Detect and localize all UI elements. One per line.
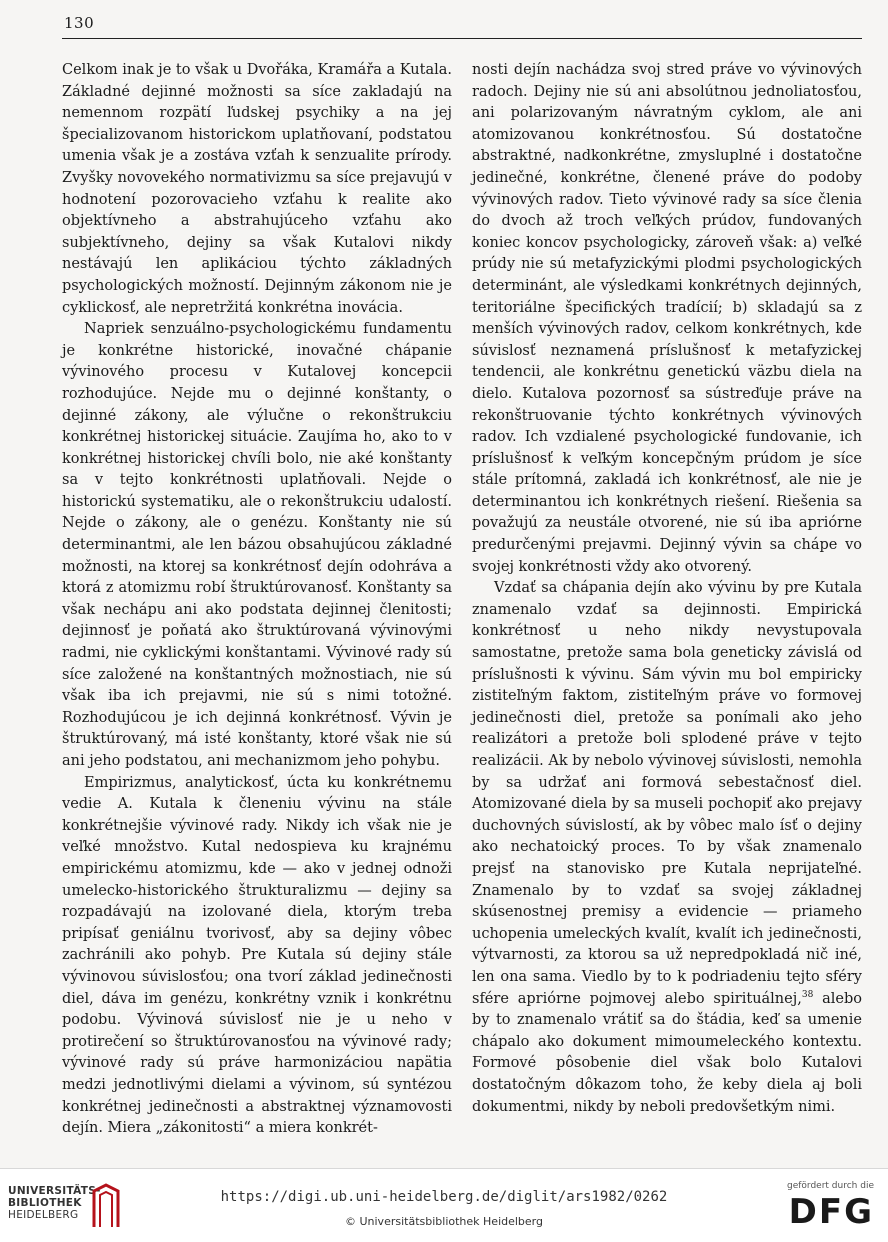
funding-note: gefördert durch die bbox=[787, 1181, 874, 1191]
paragraph: Empirizmus, analytickosť, úcta ku konkrétnemu vedie A. Kutala k členeniu vývinu na stále konkrétnejšie vývinové rady. Nikdy ich však nie je veľké množstvo. Kutal nedospieva ku krajnému empirickému atomizmu, kde — ako v jednej odnoži umelecko-historického štrukturalizmu — dejiny sa rozpadávajú na izolované diela, ktorým treba pripísať geniálnu tvorivosť, aby sa dejiny vôbec zachránili ako pohyb. Pre Kutala sú dejiny stále vývinovou súvislosťou; ona tvorí základ jedinečnosti diel, dáva im genézu, konkrétny vznik i konkrétnu podobu. Vývinová súvislosť nie je u neho v protirečení so štruktúrovanosťou na vývinové rady; vývinové rady sú práve harmonizáciou napätia medzi jednotlivými dielami a vývinom, sú syntézou konkrétnej jedinečnosti a abstraktnej významovosti dejín. Miera „zákonitosti“ a miera konkrét- bbox=[62, 774, 452, 1137]
paragraph-continuation: alebo by to znamenalo vrátiť sa do štádia, keď sa umenie chápalo ako dokument mimoumeleckého kontextu. Formové pôsobenie diel však bolo Kutalovi dostatočným dôkazom toho, že keby diela aj boli dokumentmi, nikdy by neboli predovšetkým nimi. bbox=[472, 990, 863, 1115]
paragraph bbox=[472, 578, 862, 1118]
copyright-text: © Universitätsbibliothek Heidelberg bbox=[344, 1215, 543, 1228]
library-name-line: BIBLIOTHEK bbox=[8, 1197, 82, 1209]
right-column bbox=[472, 60, 862, 1118]
library-name-line: UNIVERSITÄTS- bbox=[8, 1185, 101, 1197]
page-number: 130 bbox=[64, 14, 95, 32]
paragraph: Celkom inak je to však u Dvořáka, Kramářa a Kutala. Základné dejinné možnosti sa síce zakladajú na nemennom rozpätí ľudskej psychiky a na jej špecializovanom historickom uplatňovaní, podstatou umenia však je a zostáva vzťah k senzualite prírody. Zvyšky novovekého normativizmu sa síce prejavujú v hodnotení pozorovacieho vzťahu k realite ako objektívneho a abstrahujúceho vzťahu ako subjektívneho, dejiny sa však Kutalovi nikdy nestávajú len aplikáciou týchto základných psychologických možností. Dejinným zákonom nie je cyklickosť, ale nepretržitá konkrétna inovácia. bbox=[62, 62, 452, 316]
paragraph-text: Vzdať sa chápania dejín ako vývinu by pre Kutala znamenalo vzdať sa dejinnosti. Empirická konkrétnosť u neho nikdy nevystupovala samostatne, pretože sama bola geneticky závislá od príslušnosti k vývinu. Sám vývin mu bol empiricky zistiteľným faktom, zistiteľným práve vo formovej jedinečnosti diel, pretože sa ponímali ako jeho realizátori a pretože boli splodené práve v tejto realizácii. Ak by nebolo vývinovej súvislosti, nemohla by sa udržať ani formová sebestačnosť diel. Atomizované diela by sa museli pochopiť ako prejavy duchovných súvislostí, ak by vôbec malo ísť o dejiny ako nechatoický proces. To by však znamenalo prejsť na stanovisko pre Kutala neprijateľné. Znamenalo by to vzdať sa svojej základnej skúsenostnej premisy a evidencie — priameho uchopenia umeleckých kvalít, kvalít ich jedinečnosti, výtvarnosti, za ktorou sa už nepredpokladá nič iné, len ona sama. Viedlo by to k podriadeniu tejto sféry sfére apriórne pojmovej alebo spirituálnej, bbox=[472, 580, 862, 1007]
permalink-url[interactable]: https://digi.ub.uni-heidelberg.de/diglit/ars1982/0262 bbox=[220, 1189, 668, 1205]
header-rule bbox=[62, 38, 862, 39]
paragraph: nosti dejín nachádza svoj stred práve vo vývinových radoch. Dejiny nie sú ani absolútnou jednoliatosťou, ani polarizovaným návratným cyklom, ale ani atomizovanou konkrétnosťou. Sú dostatočne abstraktné, nadkonkrétne, zmysluplné i dostatočne jedinečné, konkrétne, členené práve do podoby vývinových radov. Tieto vývinové rady sa síce členia do dvoch až troch veľkých prúdov, fundovaných koniec koncov psychologicky, zároveň však: a) veľké prúdy nie sú metafyzickými plodmi psychologických determinánt, ale výsledkami konkrétnych dejinných, teritoriálne špecifických tradícií; b) skladajú sa z menších vývinových radov, celkom konkrétnych, kde súvislosť neznamená príslušnosť k metafyzickej tendencii, ale konkrétnu genetickú väzbu diela na dielo. Kutalova pozornosť sa sústreďuje práve na rekonštruovanie týchto konkrétnych vývinových radov. Ich vzdialené psychologické fundovanie, ich príslušnosť k veľkým koncepčným prúdom je síce stále prítomná, zakladá ich konkrétnosť, ale nie je determinantou ich konkrétnych riešení. Riešenia sa považujú za neustále otvorené, nie sú iba apriórne predurčenými prejavmi. Dejinný vývin sa chápe vo svojej konkrétnosti vždy ako otvorený. bbox=[472, 62, 862, 575]
library-name-line: HEIDELBERG bbox=[8, 1209, 79, 1221]
dfg-logo[interactable]: DFG bbox=[788, 1192, 874, 1232]
footnote-reference[interactable]: 38 bbox=[801, 989, 814, 1000]
left-column bbox=[62, 60, 452, 1140]
footer bbox=[0, 1168, 888, 1242]
paragraph: Napriek senzuálno-psychologickému fundamentu je konkrétne historické, inovačné chápanie vývinového procesu v Kutalovej koncepcii rozhodujúce. Nejde mu o dejinné konštanty, o dejinné zákony, ale výlučne o rekonštrukciu konkrétnej historickej situácie. Zaujíma ho, ako to v konkrétnej historickej chvíli bolo, nie aké konštanty sa v tejto konkrétnosti uplatňovali. Nejde o historickú systematiku, ale o rekonštrukciu udalostí. Nejde o zákony, ale o genézu. Konštanty nie sú determinantmi, ale len bázou obsahujúcou základné možnosti, na ktorej sa konkrétnosť dejín odohráva a ktorá z atomizmu robí štruktúrovanosť. Konštanty sa však nechápu ani ako podstata dejinnej členitosti; dejinnosť je poňatá ako štruktúrovaná vývinovými radmi, nie cyklickými konštantami. Vývinové rady sú síce založené na konštantných možnostiach, nie sú však iba ich prejavmi, nie sú s nimi totožné. Rozhodujúcou je ich dejinná konkrétnosť. Vývin je štruktúrovaný, má isté konštanty, ktoré však nie sú ani jeho podstatou, ani mechanizmom jeho pohybu. bbox=[62, 321, 452, 769]
